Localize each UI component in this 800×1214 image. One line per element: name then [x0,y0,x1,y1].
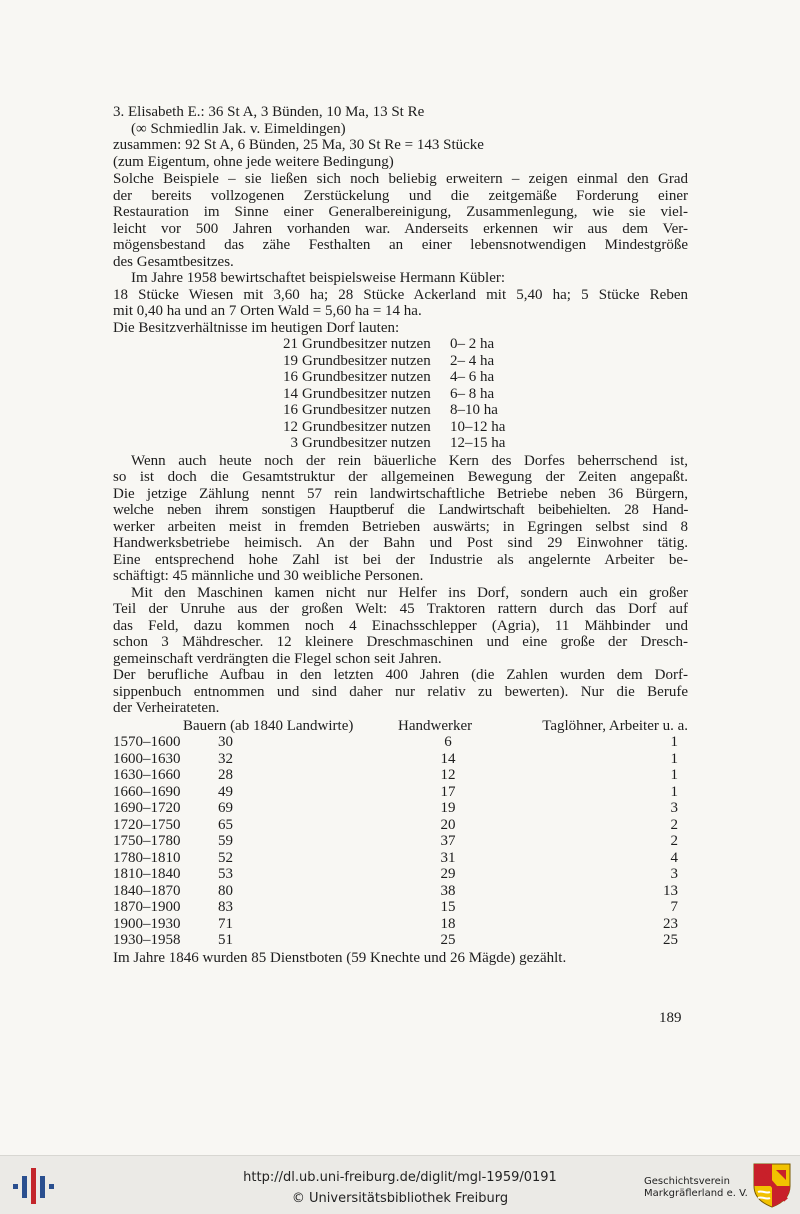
page-text [113,104,688,966]
holdings-range: 12–15 ha [450,435,506,451]
cell-craftsmen: 12 [440,767,456,783]
cell-craftsmen: 6 [444,734,452,750]
holdings-row [280,386,688,403]
holdings-count: 14 [283,385,298,402]
cell-craftsmen: 18 [440,915,456,932]
page-number: 189 [659,1010,682,1026]
cell-period: 1690–1720 [113,800,181,816]
cell-craftsmen: 38 [440,882,456,899]
cell-farmers: 69 [218,800,233,816]
cell-period: 1840–1870 [113,882,181,899]
cell-laborers: 25 [663,932,678,948]
cell-craftsmen: 19 [440,800,456,816]
copyright-text: © Universitätsbibliothek Freiburg [291,1191,509,1206]
text-line: Im Jahre 1958 bewirtschaftet beispielsweise Hermann Kübler: [131,270,506,286]
cell-farmers: 71 [218,915,233,932]
text-line: sippenbuch entnommen und sind daher nur relativ zu bewerten). Nur die Berufe [113,683,688,700]
text-line: das Feld, dazu kommen noch 4 Einachsschlepper (Agria), 11 Mähbinder und [113,617,688,634]
holdings-count: 16 [283,369,298,385]
cell-farmers: 59 [218,833,233,849]
cell-laborers: 2 [670,833,678,849]
holdings-range: 6– 8 ha [450,385,495,402]
cell-period: 1600–1630 [113,750,181,767]
header-laborers: Taglöhner, Arbeiter u. a. [542,717,688,734]
cell-period: 1750–1780 [113,833,181,849]
cell-laborers: 13 [663,882,678,899]
holdings-label: Grundbesitzer nutzen [302,352,431,369]
cell-laborers: 4 [670,849,678,866]
holdings-row [280,419,688,436]
paragraph-machines [113,585,688,668]
society-line-1: Geschichtsverein [644,1176,730,1187]
closing-line: Im Jahre 1846 wurden 85 Dienstboten (59 Knechte und 26 Mägde) gezählt. [113,949,567,966]
society-line-2: Markgräflerland e. V. [644,1188,748,1199]
cell-period: 1630–1660 [113,767,181,783]
cell-laborers: 3 [670,800,678,816]
holdings-label: Grundbesitzer nutzen [302,418,431,435]
cell-laborers: 1 [670,734,678,750]
holdings-intro: Die Besitzverhältnisse im heutigen Dorf lauten: [113,319,400,336]
table-row [113,734,678,751]
cell-craftsmen: 14 [440,750,456,767]
header-farmers: Bauern (ab 1840 Landwirte) [183,717,354,734]
cell-craftsmen: 15 [440,899,456,915]
text-line: (∞ Schmiedlin Jak. v. Eimeldingen) [131,120,346,137]
cell-craftsmen: 31 [440,849,456,866]
cell-farmers: 32 [218,750,233,767]
holdings-count: 21 [283,336,298,352]
cell-farmers: 65 [218,816,233,833]
text-line: mit 0,40 ha und an 7 Orten Wald = 5,60 ha = 14 ha. [113,303,422,319]
text-line: des Gesamtbesitzes. [113,253,234,270]
cell-period: 1870–1900 [113,899,181,915]
cell-period: 1660–1690 [113,783,181,800]
text-line: Die jetzige Zählung nennt 57 rein landwirtschaftliche Betriebe neben 36 Bürgern, [113,485,688,502]
text-line: Handwerksbetriebe heimisch. An der Bahn und Post sind 29 Einwohner tätig. [113,535,688,551]
table-row [113,899,678,916]
holdings-row [280,369,688,386]
paragraph-1958 [113,270,688,320]
table-row [113,800,678,817]
table-row [113,833,678,850]
cell-craftsmen: 20 [440,816,456,833]
table-row [113,866,678,883]
source-url-link[interactable]: http://dl.ub.uni-freiburg.de/diglit/mgl-1959/0191 [243,1170,557,1185]
cell-laborers: 1 [670,783,678,800]
header-craftsmen: Handwerker [398,717,473,734]
text-line: der bereits vollzogenen Zerstückelung und die zeitgemäße Forderung einer [113,187,688,204]
text-line: Eine entsprechend hohe Zahl ist bei der Industrie als angelernte Arbeiter be- [113,551,688,568]
table-row [113,850,678,867]
table-row [113,751,678,768]
paragraph-occupations [113,667,688,717]
holdings-row [280,353,688,370]
holdings-count: 16 [283,402,298,418]
cell-laborers: 1 [670,750,678,767]
occupation-table-body [113,734,678,949]
text-line: mögensbestand das zähe Festhalten an einer lebensnotwendigen Mindestgröße [113,237,688,253]
holdings-count: 12 [283,418,298,435]
cell-period: 1900–1930 [113,915,181,932]
text-line: 18 Stücke Wiesen mit 3,60 ha; 28 Stücke Ackerland mit 5,40 ha; 5 Stücke Reben [113,286,688,303]
holdings-row [280,402,688,419]
holdings-count: 3 [290,435,298,451]
cell-farmers: 53 [218,866,233,882]
table-row [113,767,678,784]
cell-craftsmen: 29 [440,866,456,882]
holdings-row [280,435,688,452]
cell-farmers: 83 [218,899,233,915]
table-row [113,784,678,801]
holdings-label: Grundbesitzer nutzen [302,435,431,451]
cell-period: 1930–1958 [113,932,181,948]
cell-farmers: 80 [218,882,233,899]
holdings-count: 19 [283,352,298,369]
cell-craftsmen: 37 [440,833,456,849]
holdings-label: Grundbesitzer nutzen [302,385,431,402]
text-line: (zum Eigentum, ohne jede weitere Bedingung) [113,153,394,170]
holdings-label: Grundbesitzer nutzen [302,402,431,418]
holdings-list [113,336,688,452]
text-line: Mit den Maschinen kamen nicht nur Helfer ins Dorf, sondern auch ein großer [131,584,688,601]
text-line: Wenn auch heute noch der rein bäuerliche Kern des Dorfes beherrschend ist, [131,452,688,469]
cell-farmers: 49 [218,783,233,800]
text-line: Solche Beispiele – sie ließen sich noch beliebig erweitern – zeigen einmal den Grad [113,171,688,187]
cell-craftsmen: 17 [440,783,456,800]
table-header-row [113,718,688,735]
cell-period: 1720–1750 [113,816,181,833]
cell-period: 1780–1810 [113,849,181,866]
text-line: schäftigt: 45 männliche und 30 weibliche Personen. [113,568,424,584]
text-line: gemeinschaft verdrängten die Flegel schon seit Jahren. [113,650,442,667]
holdings-range: 2– 4 ha [450,352,495,369]
cell-farmers: 28 [218,767,233,783]
cell-farmers: 51 [218,932,233,948]
table-row [113,817,678,834]
holdings-range: 4– 6 ha [450,369,495,385]
text-line: Restauration im Sinne einer Generalbereinigung, Zusammenlegung, wie sie viel- [113,204,688,220]
cell-farmers: 30 [218,734,233,750]
table-row [113,932,678,949]
cell-laborers: 23 [663,915,678,932]
society-name[interactable] [644,1176,748,1200]
holdings-range: 8–10 ha [450,402,498,418]
cell-period: 1570–1600 [113,734,181,750]
text-line: welche neben ihrem sonstigen Hauptberuf die Landwirtschaft beibehielten. 28 Hand- [113,502,688,518]
table-row [113,916,678,933]
cell-laborers: 1 [670,767,678,783]
paragraph-examples [113,171,688,270]
viewer-footer [0,1155,800,1214]
occupation-table [113,718,688,735]
holdings-row [280,336,688,353]
text-line: Teil der Unruhe aus der großen Welt: 45 Traktoren rattern durch das Dorf auf [113,601,688,617]
cell-period: 1810–1840 [113,866,181,882]
cell-craftsmen: 25 [440,932,456,948]
text-line: leicht vor 500 Jahren vorhanden war. Anderseits erkennen wir aus dem Ver- [113,220,688,237]
holdings-label: Grundbesitzer nutzen [302,369,431,385]
text-line: 3. Elisabeth E.: 36 St A, 3 Bünden, 10 Ma, 13 St Re [113,104,425,120]
text-line: zusammen: 92 St A, 6 Bünden, 25 Ma, 30 St Re = 143 Stücke [113,137,484,153]
text-line: werker arbeiten meist in fremden Betrieben auswärts; in Egringen selbst sind 8 [113,518,688,535]
holdings-range: 0– 2 ha [450,336,495,352]
text-line: Der berufliche Aufbau in den letzten 400 Jahren (die Zahlen wurden dem Dorf- [113,667,688,683]
holdings-range: 10–12 ha [450,418,506,435]
cell-farmers: 52 [218,849,233,866]
text-line: so ist doch die Gesamtstruktur der allgemeinen Bewegung der Zeiten angepaßt. [113,469,688,485]
table-row [113,883,678,900]
text-line: schon 3 Mähdrescher. 12 kleinere Dreschmaschinen und eine große der Dresch- [113,634,688,650]
cell-laborers: 2 [670,816,678,833]
coat-of-arms-icon[interactable] [752,1162,792,1208]
text-line: der Verheirateten. [113,700,220,716]
cell-laborers: 7 [670,899,678,915]
holdings-label: Grundbesitzer nutzen [302,336,431,352]
cell-laborers: 3 [670,866,678,882]
paragraph-structure [113,453,688,585]
